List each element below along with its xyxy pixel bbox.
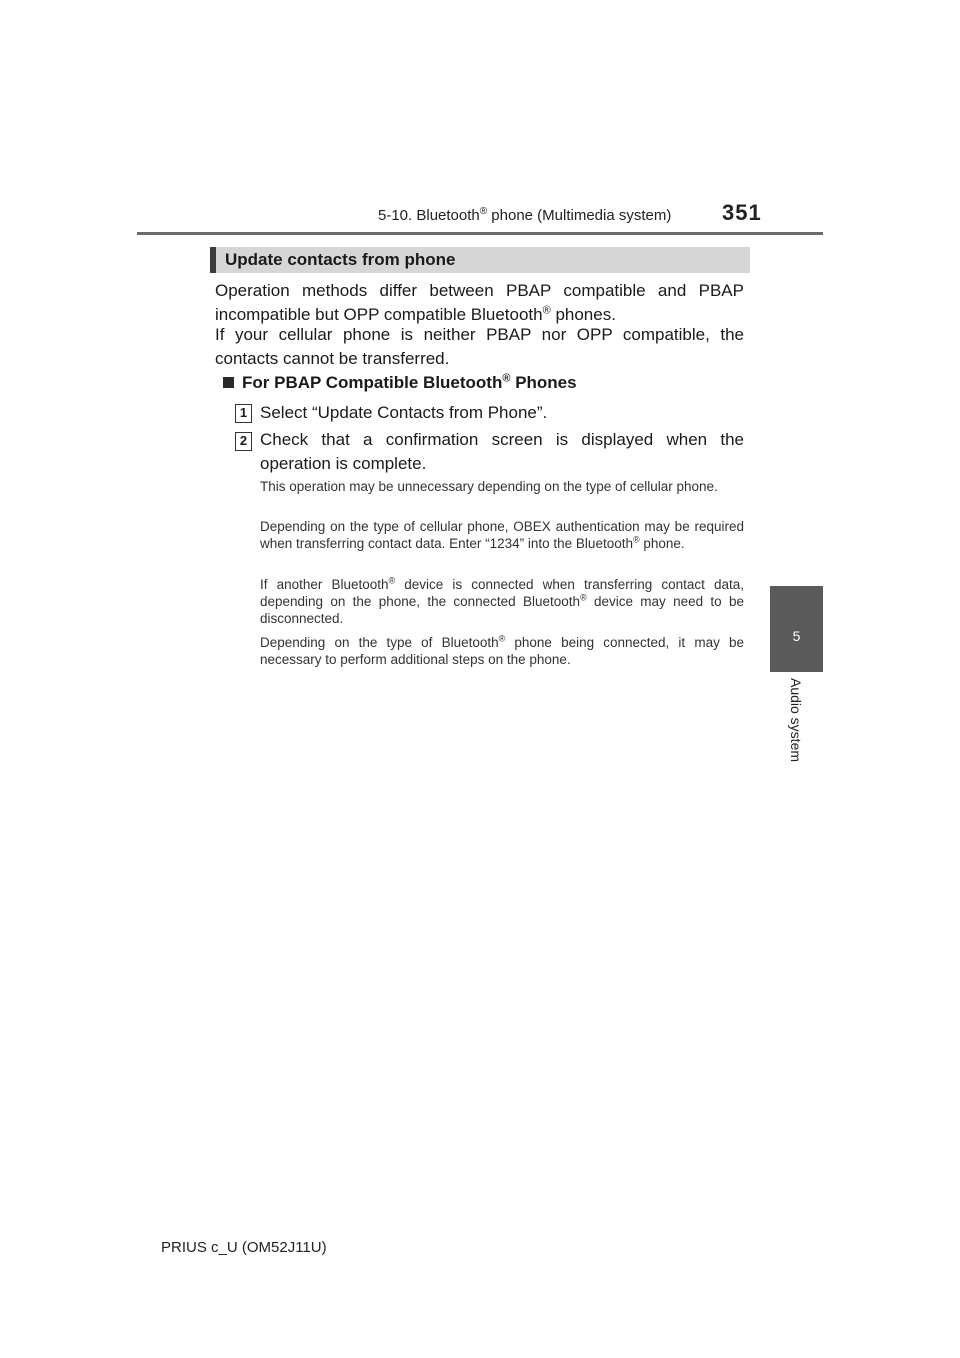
- footer-model-code: PRIUS c_U (OM52J11U): [161, 1239, 327, 1256]
- note-1: This operation may be unnecessary depending on the type of cellular phone.: [260, 479, 718, 494]
- step-number-box: 1: [235, 404, 252, 423]
- header-section-reference: [378, 206, 671, 224]
- registered-mark: ®: [502, 372, 511, 385]
- chapter-tab: [770, 586, 823, 672]
- header-section-text-suffix: phone (Multimedia system): [487, 207, 672, 224]
- registered-mark: ®: [388, 575, 396, 586]
- step-number-box: 2: [235, 432, 252, 451]
- header-section-text: 5-10. Bluetooth: [378, 207, 480, 224]
- note-2: [260, 518, 744, 552]
- subheading-text-end: Phones: [510, 373, 577, 392]
- intro-1-text-end: phones.: [550, 305, 616, 324]
- note-3-text: If another Bluetooth: [260, 577, 389, 592]
- note-4-text: Depending on the type of Bluetooth: [260, 635, 499, 650]
- intro-paragraph-1: [215, 279, 744, 327]
- note-2-text-end: phone.: [639, 536, 685, 551]
- step-text: Check that a confirmation screen is displayed when the operation is complete.: [260, 430, 744, 473]
- chapter-number: 5: [792, 628, 801, 644]
- note-4-text-end: phone being connected, it may be necessary to perform additional steps on the phone.: [260, 635, 744, 667]
- note-3-text-mid: device is connected when transferring contact data, depending on the phone, the connected Bluetooth: [260, 577, 744, 609]
- page-number: 351: [722, 200, 762, 225]
- registered-mark: ®: [498, 633, 506, 644]
- note-2-text: Depending on the type of cellular phone, OBEX authentication may be required when transferring contact data. Enter “1234” into the Bluetooth: [260, 519, 744, 551]
- registered-mark: ®: [580, 592, 587, 603]
- square-bullet-icon: [223, 377, 234, 388]
- header-divider: [137, 232, 823, 235]
- registered-mark: ®: [542, 304, 551, 317]
- intro-paragraph-2: If your cellular phone is neither PBAP nor OPP compatible, the contacts cannot be transferred.: [215, 325, 744, 368]
- note-3: [260, 576, 744, 627]
- subheading: [223, 373, 577, 393]
- step-text: Select “Update Contacts from Phone”.: [260, 403, 548, 422]
- intro-1-text: Operation methods differ between PBAP compatible and PBAP incompatible but OPP compatible Bluetooth: [215, 281, 744, 324]
- note-4: [260, 634, 744, 668]
- registered-mark: ®: [632, 534, 640, 545]
- registered-mark: ®: [479, 206, 488, 217]
- subheading-text: For PBAP Compatible Bluetooth: [242, 373, 503, 392]
- note-3-text-end: device may need to be disconnected.: [260, 594, 744, 626]
- chapter-label: Audio system: [788, 677, 804, 763]
- section-title: Update contacts from phone: [225, 250, 456, 269]
- section-heading-bar: [210, 247, 750, 273]
